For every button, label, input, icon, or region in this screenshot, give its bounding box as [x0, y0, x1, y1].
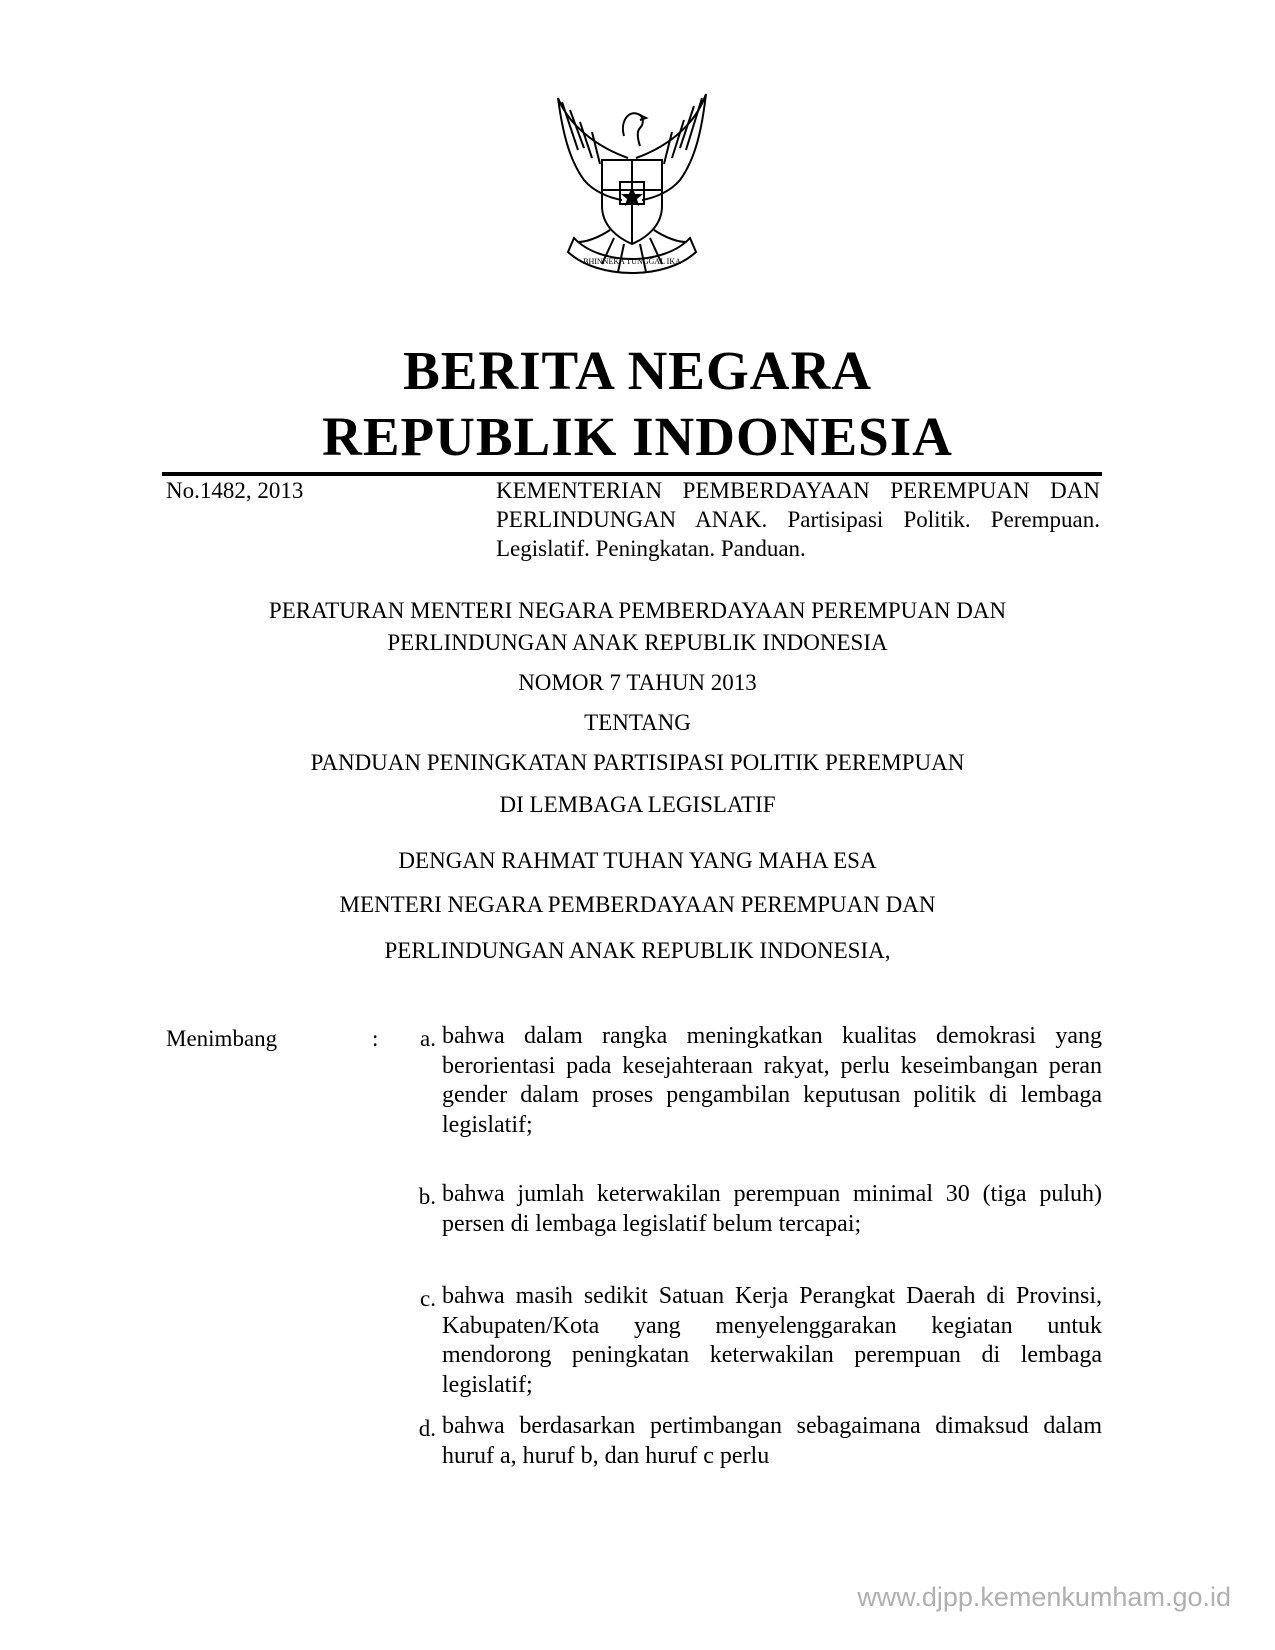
- regulation-tentang: TENTANG: [584, 710, 691, 735]
- preamble-line1: DENGAN RAHMAT TUHAN YANG MAHA ESA: [398, 848, 877, 873]
- item-letter-d: d.: [418, 1416, 436, 1441]
- item-letter-b: b.: [418, 1184, 436, 1209]
- preamble-line3: PERLINDUNGAN ANAK REPUBLIK INDONESIA,: [384, 938, 891, 963]
- emblem-motto: BHINNEKA TUNGGAL IKA: [583, 257, 681, 266]
- consideration-item-b: bahwa jumlah keterwakilan perempuan minimal 30 (tiga puluh) persen di lembaga legislatif belum tercapai;: [442, 1181, 1102, 1237]
- considerations-colon: :: [372, 1026, 379, 1051]
- item-letter-c: c.: [420, 1286, 436, 1311]
- preamble-line2: MENTERI NEGARA PEMBERDAYAAN PEREMPUAN DAN: [339, 892, 936, 917]
- gazette-title-line2: REPUBLIK INDONESIA: [322, 406, 953, 467]
- item-letter-a: a.: [420, 1026, 436, 1051]
- consideration-item-c: bahwa masih sedikit Satuan Kerja Perangkat Daerah di Provinsi, Kabupaten/Kota yang menyelenggarakan kegiatan untuk mendorong peningkatan keterwakilan perempuan di lembaga legislatif;: [442, 1283, 1102, 1398]
- considerations-label: Menimbang: [166, 1026, 278, 1051]
- regulation-topic-line2: DI LEMBAGA LEGISLATIF: [499, 792, 776, 817]
- regulation-number: NOMOR 7 TAHUN 2013: [518, 670, 757, 695]
- gazette-subject: KEMENTERIAN PEMBERDAYAAN PEREMPUAN DAN PERLINDUNGAN ANAK. Partisipasi Politik. Perempuan. Legislatif. Peningkatan. Panduan.: [496, 478, 1100, 561]
- gazette-number: No.1482, 2013: [166, 478, 304, 503]
- consideration-item-a: bahwa dalam rangka meningkatkan kualitas demokrasi yang berorientasi pada kesejahteraan rakyat, perlu keseimbangan peran gender dalam proses pengambilan keputusan politik di lembaga legislatif;: [442, 1023, 1102, 1138]
- consideration-item-d: bahwa berdasarkan pertimbangan sebagaimana dimaksud dalam huruf a, huruf b, dan huruf c perlu: [442, 1413, 1102, 1469]
- regulation-heading-line2: PERLINDUNGAN ANAK REPUBLIK INDONESIA: [387, 630, 888, 655]
- gazette-title-line1: BERITA NEGARA: [403, 340, 872, 401]
- regulation-heading-line1: PERATURAN MENTERI NEGARA PEMBERDAYAAN PEREMPUAN DAN: [268, 598, 1007, 623]
- regulation-topic-line1: PANDUAN PENINGKATAN PARTISIPASI POLITIK PEREMPUAN: [310, 750, 965, 775]
- garuda-emblem-icon: [540, 88, 724, 284]
- source-watermark: www.djpp.kemenkumham.go.id: [857, 1582, 1231, 1612]
